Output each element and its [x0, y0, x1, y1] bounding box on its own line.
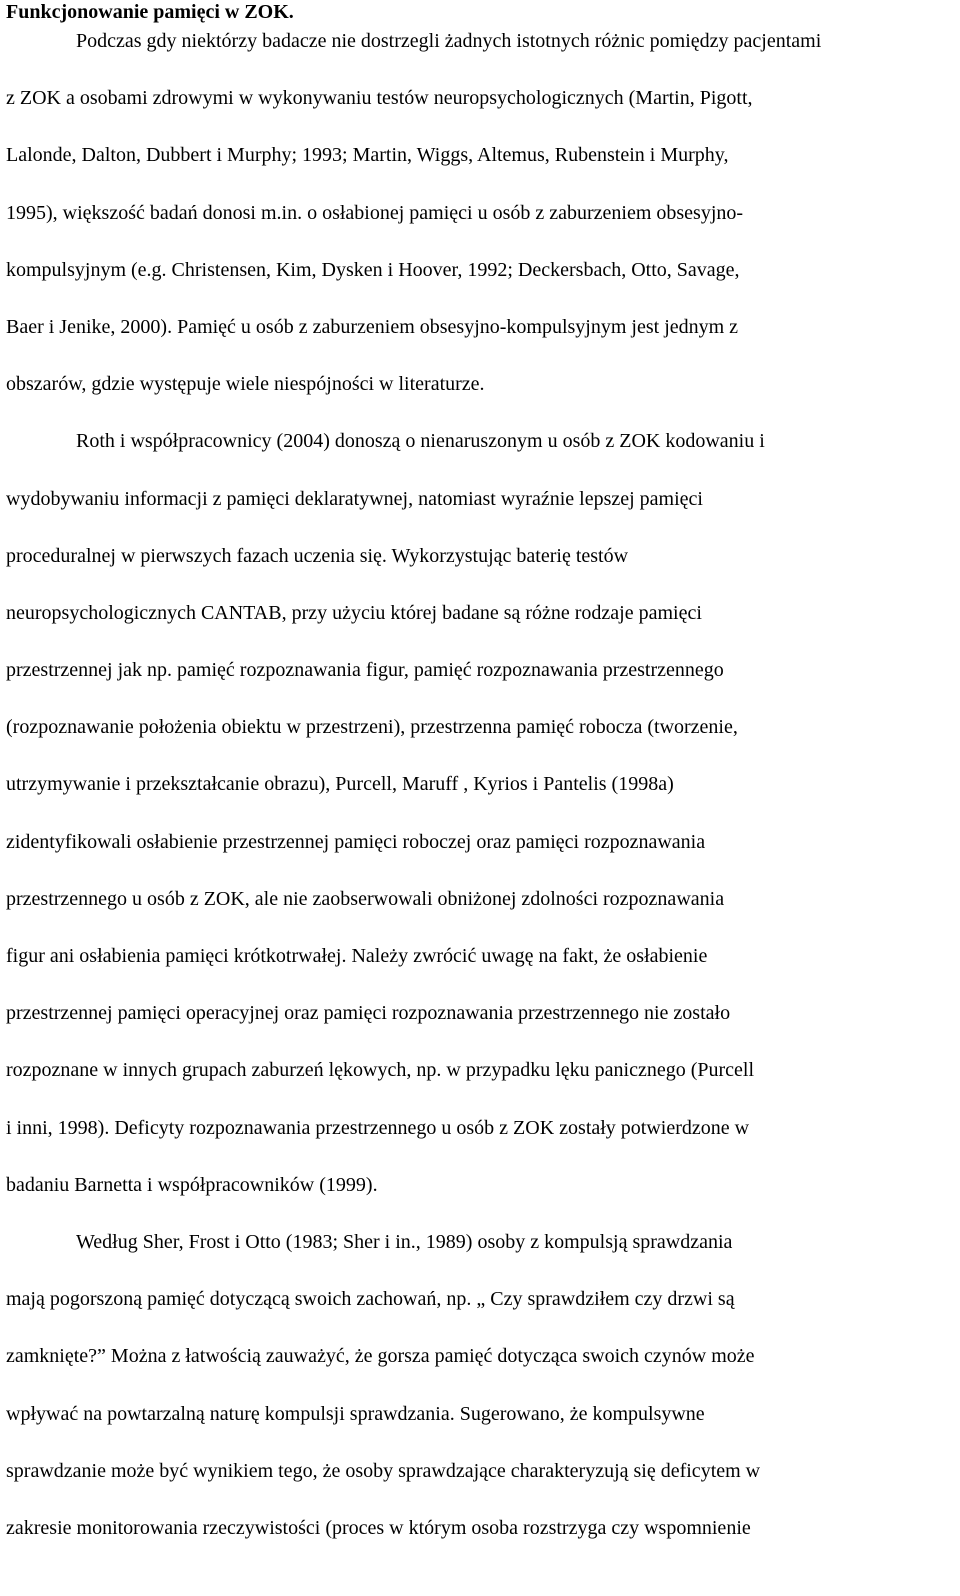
- text-line: mają pogorszoną pamięć dotyczącą swoich zachowań, np. „ Czy sprawdziłem czy drzwi są: [6, 1288, 735, 1311]
- text-line: utrzymywanie i przekształcanie obrazu), Purcell, Maruff , Kyrios i Pantelis (1998a): [6, 773, 674, 796]
- text-line: 1995), większość badań donosi m.in. o osłabionej pamięci u osób z zaburzeniem obsesyjno-: [6, 201, 744, 224]
- text-line: przestrzennej pamięci operacyjnej oraz pamięci rozpoznawania przestrzennego nie zostało: [6, 1002, 731, 1025]
- text-line: zidentyfikowali osłabienie przestrzennej pamięci roboczej oraz pamięci rozpoznawania: [6, 830, 706, 853]
- text-line: rozpoznane w innych grupach zaburzeń lękowych, np. w przypadku lęku panicznego (Purcell: [6, 1059, 755, 1082]
- text-line: Roth i współpracownicy (2004) donoszą o nienaruszonym u osób z ZOK kodowaniu i: [76, 430, 765, 453]
- text-line: figur ani osłabienia pamięci krótkotrwałej. Należy zwrócić uwagę na fakt, że osłabienie: [6, 945, 708, 967]
- text-line: obszarów, gdzie występuje wiele niespójności w literaturze.: [6, 373, 485, 396]
- paragraph: [6, 1214, 946, 1557]
- section-heading: Funkcjonowanie pamięci w ZOK.: [6, 1, 294, 23]
- paragraph: [6, 13, 946, 413]
- text-line: Według Sher, Frost i Otto (1983; Sher i in., 1989) osoby z kompulsją sprawdzania: [76, 1230, 733, 1253]
- text-line: z ZOK a osobami zdrowymi w wykonywaniu testów neuropsychologicznych (Martin, Pigott,: [6, 87, 753, 110]
- text-line: badaniu Barnetta i współpracowników (1999).: [6, 1173, 378, 1196]
- text-line: przestrzennej jak np. pamięć rozpoznawania figur, pamięć rozpoznawania przestrzennego: [6, 659, 724, 682]
- text-line: (rozpoznawanie położenia obiektu w przestrzeni), przestrzenna pamięć robocza (tworzenie,: [6, 716, 738, 739]
- text-line: neuropsychologicznych CANTAB, przy użyciu której badane są różne rodzaje pamięci: [6, 601, 702, 624]
- body-text: [6, 13, 946, 1557]
- text-line: zamknięte?” Można z łatwością zauważyć, że gorsza pamięć dotycząca swoich czynów może: [6, 1345, 755, 1368]
- text-line: kompulsyjnym (e.g. Christensen, Kim, Dysken i Hoover, 1992; Deckersbach, Otto, Savage,: [6, 258, 740, 281]
- document-page: [6, 0, 946, 1557]
- text-line: zakresie monitorowania rzeczywistości (proces w którym osoba rozstrzyga czy wspomnienie: [6, 1516, 751, 1539]
- text-line: Baer i Jenike, 2000). Pamięć u osób z zaburzeniem obsesyjno-kompulsyjnym jest jednym z: [6, 315, 739, 338]
- text-line: Lalonde, Dalton, Dubbert i Murphy; 1993; Martin, Wiggs, Altemus, Rubenstein i Murphy,: [6, 144, 729, 167]
- text-line: proceduralnej w pierwszych fazach uczenia się. Wykorzystując baterię testów: [6, 544, 629, 567]
- text-line: sprawdzanie może być wynikiem tego, że osoby sprawdzające charakteryzują się deficytem w: [6, 1459, 761, 1482]
- text-line: i inni, 1998). Deficyty rozpoznawania przestrzennego u osób z ZOK zostały potwierdzone w: [6, 1116, 750, 1139]
- paragraph: [6, 413, 946, 1214]
- text-line: wpływać na powtarzalną naturę kompulsji sprawdzania. Sugerowano, że kompulsywne: [6, 1402, 705, 1425]
- text-line: Podczas gdy niektórzy badacze nie dostrzegli żadnych istotnych różnic pomiędzy pacjentami: [76, 30, 822, 52]
- text-line: wydobywaniu informacji z pamięci deklaratywnej, natomiast wyraźnie lepszej pamięci: [6, 487, 703, 510]
- text-line: przestrzennego u osób z ZOK, ale nie zaobserwowali obniżonej zdolności rozpoznawania: [6, 887, 725, 910]
